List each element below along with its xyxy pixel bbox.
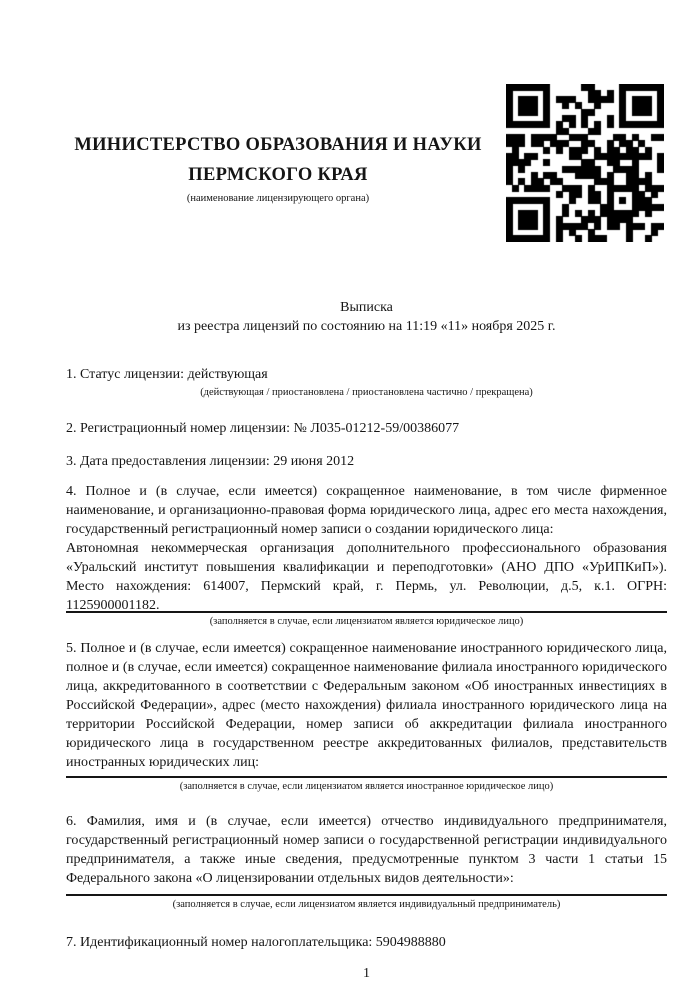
- legal-entity-value: Автономная некоммерческая организация дополнительного профессионального образования «Уральский институт повышения квалификации и переподготовки» (АНО ДПО «УрИПКиП»). Место нахождения: 614007, Пермский край, г. Пермь, ул. Революции, д.5, к.1. ОГРН: 1125900001182.: [66, 541, 667, 613]
- foreign-entity-caption: (заполняется в случае, если лицензиатом является иностранное юридическое лицо): [179, 781, 554, 792]
- page-number: 1: [363, 966, 370, 981]
- entrepreneur-label: 6. Фамилия, имя и (в случае, если имеется) отчество индивидуального предпринимателя, государственный регистрационный номер записи о государственной регистрации индивидуального предпринимателя, а также иные сведения, предусмотренные пунктом 3 части 1 статьи 15 Федерального закона «О лицензировании отдельных видов деятельности»:: [66, 814, 667, 886]
- ministry-name-line2: ПЕРМСКОГО КРАЯ: [188, 165, 368, 185]
- ministry-caption: (наименование лицензирующего органа): [186, 193, 370, 204]
- taxpayer-number-item: [66, 933, 667, 952]
- legal-entity-label: 4. Полное и (в случае, если имеется) сокращенное наименование, в том числе фирменное наименование, и организационно-правовая форма юридического лица, адрес его места нахождения, государственный регистрационный номер записи о создании юридического лица:: [66, 484, 667, 537]
- registration-number-text: 2. Регистрационный номер лицензии: № Л035-01212-59/00386077: [66, 421, 460, 436]
- taxpayer-number-text: 7. Идентификационный номер налогоплательщика: 5904988880: [66, 935, 446, 950]
- license-date-item: [66, 452, 667, 471]
- subtitle-line2: из реестра лицензий по состоянию на 11:19 «11» ноября 2025 г.: [177, 319, 556, 334]
- registration-number-item: [66, 419, 667, 438]
- foreign-entity-fill-line: [66, 776, 667, 778]
- entrepreneur-caption: (заполняется в случае, если лицензиатом является индивидуальный предприниматель): [172, 899, 561, 910]
- subtitle-line1: Выписка: [340, 300, 393, 315]
- foreign-entity-label: 5. Полное и (в случае, если имеется) сокращенное наименование иностранного юридического лица, полное и (в случае, если имеется) сокращенное наименование филиала иностранного юридического лица, аккредитованного в соответствии с Федеральным законом «Об иностранных инвестициях в Российской Федерации», адрес (место нахождения) филиала иностранного юридического лица на территории Российской Федерации, номер записи об аккредитации филиала иностранного юридического лица в государственном реестре аккредитованных филиалов, представительств иностранных юридических лиц:: [66, 641, 667, 770]
- license-date-text: 3. Дата предоставления лицензии: 29 июня 2012: [66, 454, 355, 469]
- document-subtitle: [66, 298, 667, 336]
- ministry-title-block: [66, 130, 490, 205]
- license-status-item: [66, 365, 667, 399]
- ministry-name-line1: МИНИСТЕРСТВО ОБРАЗОВАНИЯ И НАУКИ: [74, 135, 482, 155]
- qr-code-icon: [506, 84, 664, 242]
- document-header: [66, 0, 667, 240]
- legal-entity-caption: (заполняется в случае, если лицензиатом является юридическое лицо): [209, 616, 524, 627]
- legal-entity-item: [66, 482, 667, 628]
- license-status-options-caption: (действующая / приостановлена / приостановлена частично / прекращена): [200, 387, 533, 398]
- license-status-text: 1. Статус лицензии: действующая: [66, 367, 268, 382]
- entrepreneur-fill-line: [66, 894, 667, 896]
- entrepreneur-item: [66, 812, 667, 911]
- foreign-entity-item: [66, 639, 667, 793]
